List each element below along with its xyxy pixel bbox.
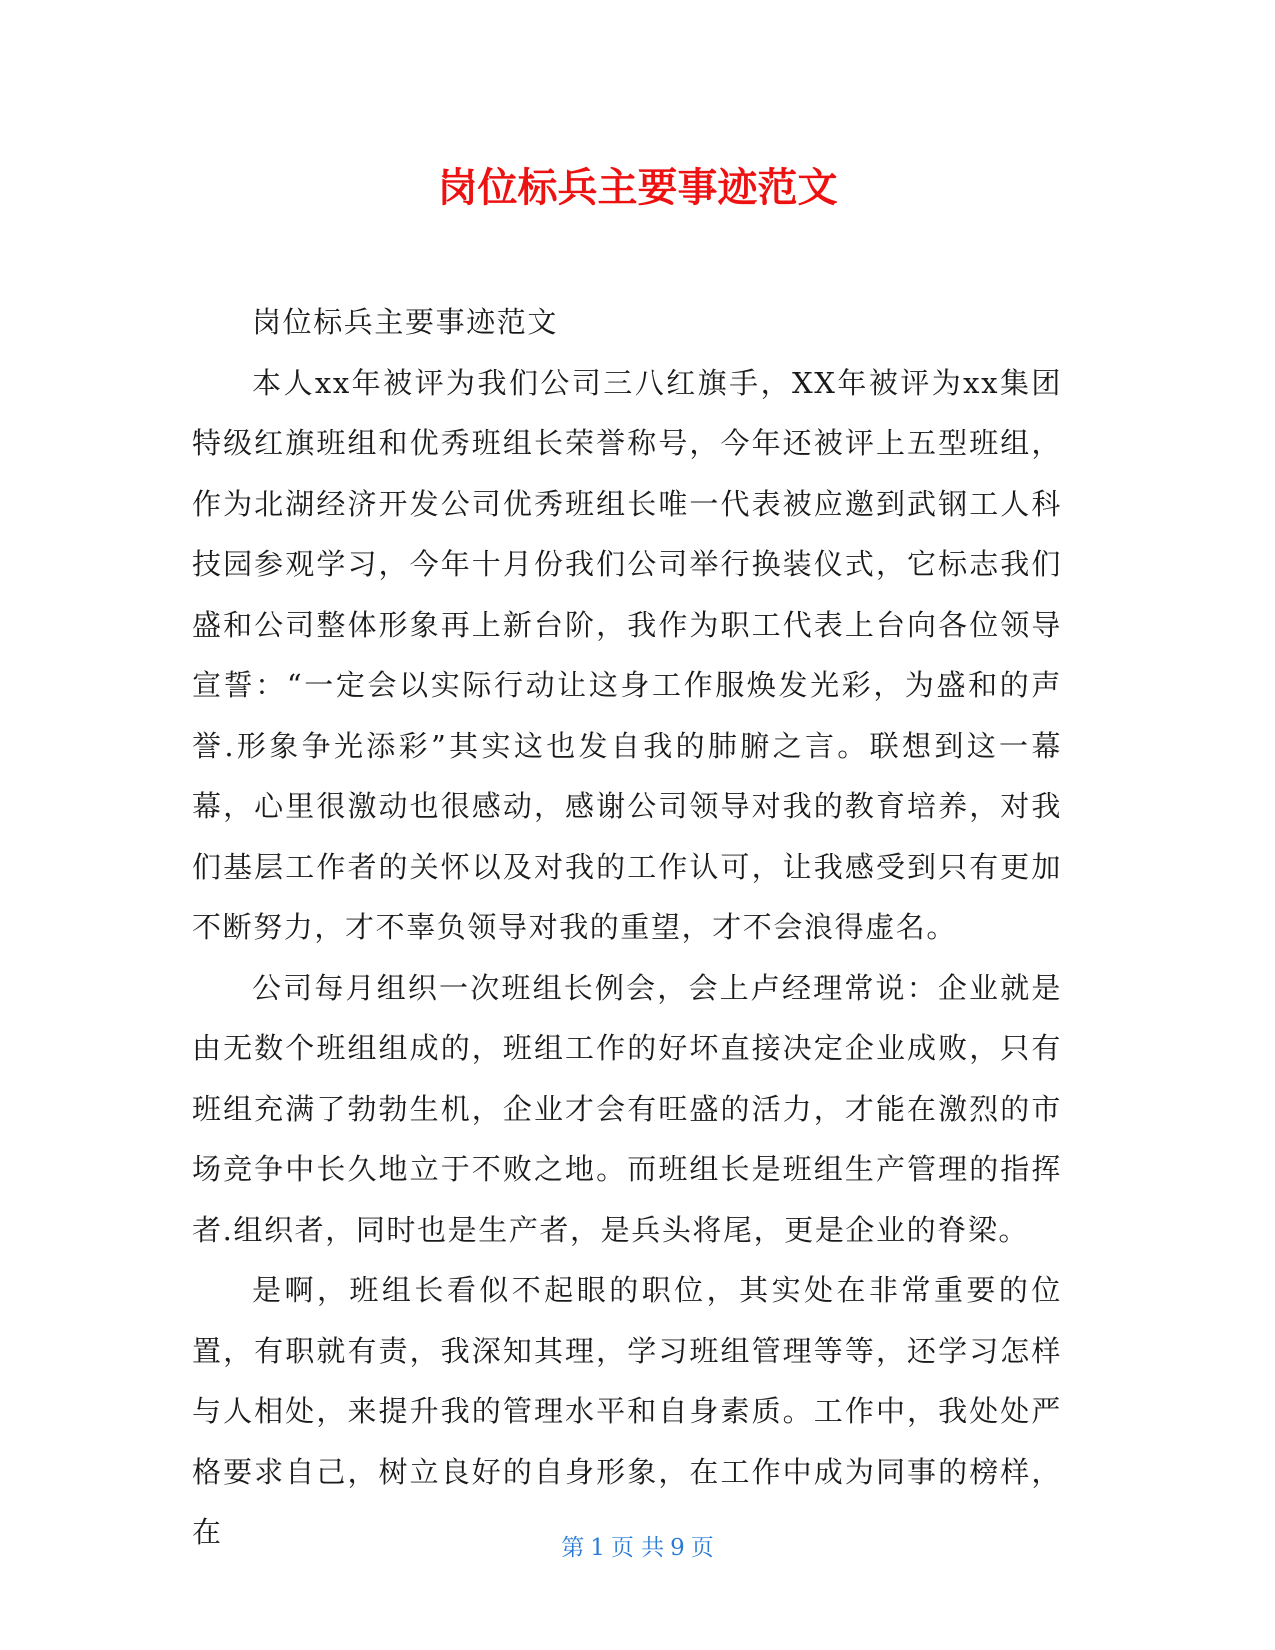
paragraph-4: 是啊，班组长看似不起眼的职位，其实处在非常重要的位置，有职就有责，我深知其理，学习班组管理等等，还学习怎样与人相处，来提升我的管理水平和自身素质。工作中，我处处严格要求自己，树立良好的自身形象，在工作中成为同事的榜样，在 <box>192 1273 1062 1549</box>
paragraph-3: 公司每月组织一次班组长例会，会上卢经理常说：企业就是由无数个班组组成的，班组工作的好坏直接决定企业成败，只有班组充满了勃勃生机，企业才会有旺盛的活力，才能在激烈的市场竞争中长久地立于不败之地。而班组长是班组生产管理的指挥者.组织者，同时也是生产者，是兵头将尾，更是企业的脊梁。 <box>192 970 1062 1247</box>
document-title: 岗位标兵主要事迹范文 <box>437 165 838 211</box>
paragraph-1: 岗位标兵主要事迹范文 <box>252 305 559 339</box>
paragraph-2: 本人xx年被评为我们公司三八红旗手，XX年被评为xx集团特级红旗班组和优秀班组长荣誉称号，今年还被评上五型班组，作为北湖经济开发公司优秀班组长唯一代表被应邀到武钢工人科技园参观学习，今年十月份我们公司举行换装仪式，它标志我们盛和公司整体形象再上新台阶，我作为职工代表上台向各位领导宣誓：“一定会以实际行动让这身工作服焕发光彩，为盛和的声誉.形象争光添彩”其实这也发自我的肺腑之言。联想到这一幕幕，心里很激动也很感动，感谢公司领导对我的教育培养，对我们基层工作者的关怀以及对我的工作认可，让我感受到只有更加不断努力，才不辜负领导对我的重望，才不会浪得虚名。 <box>192 365 1062 944</box>
footer-total-pages: 9 <box>670 1535 685 1561</box>
footer-middle: 页 共 <box>610 1535 665 1561</box>
document-body <box>192 292 1062 1563</box>
footer-page-number: 1 <box>590 1535 605 1561</box>
footer-suffix: 页 <box>690 1535 714 1561</box>
footer-prefix: 第 <box>561 1535 585 1561</box>
page-footer <box>0 1532 1275 1564</box>
